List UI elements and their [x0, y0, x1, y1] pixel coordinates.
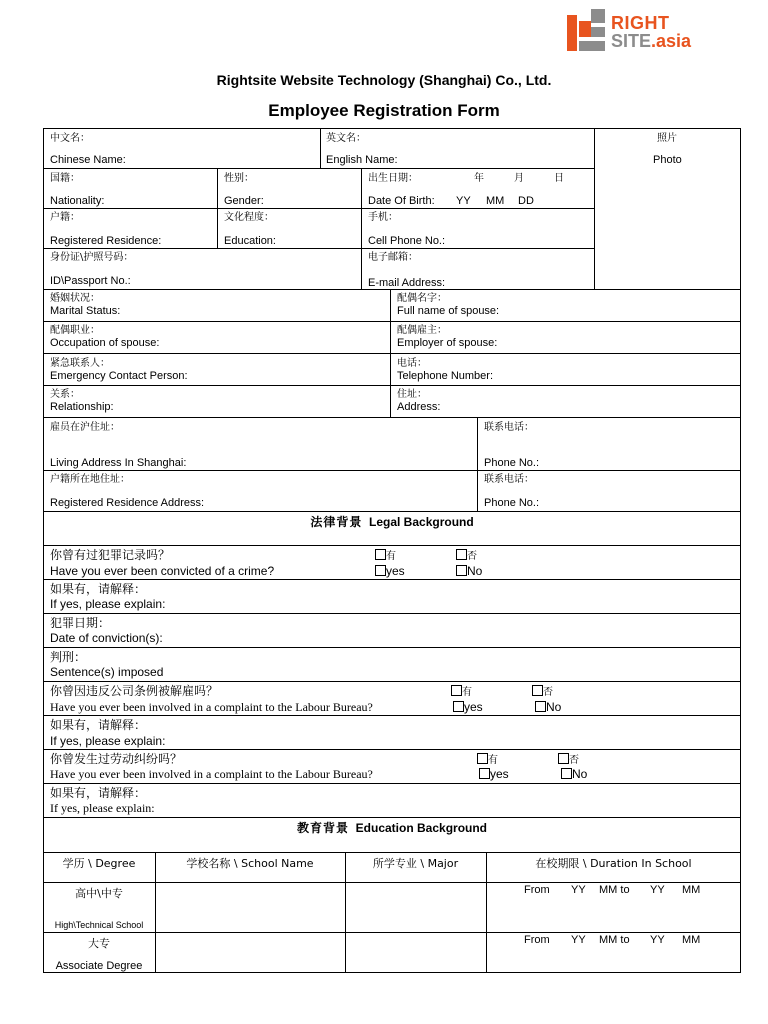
- major-header: 所学专业 \ Major: [372, 857, 459, 870]
- dob-dd: DD: [518, 195, 534, 207]
- dob-label-zh: 出生日期：: [368, 173, 418, 184]
- logo-line2-asia: .asia: [651, 31, 692, 51]
- dob-mm: MM: [486, 195, 505, 207]
- from-label: From: [524, 934, 550, 946]
- cell-phone-label-zh: 手机：: [368, 212, 398, 223]
- q2-en: Have you ever been involved in a complaint to the Labour Bureau?: [50, 700, 373, 714]
- q2-yes-checkbox[interactable]: yes: [453, 701, 483, 714]
- address-label: Address:: [397, 401, 441, 413]
- duration-header: 在校期限 \ Duration In School: [535, 857, 692, 870]
- telephone-label: Telephone Number:: [397, 370, 494, 382]
- living-address-label-zh: 雇员在沪住址：: [50, 422, 120, 433]
- reg-address-label: Registered Residence Address:: [50, 497, 205, 509]
- to-yy: YY: [650, 884, 665, 896]
- chinese-name-label-zh: 中文名：: [50, 133, 90, 144]
- to-mm: MM: [682, 884, 701, 896]
- mm-to: MM to: [599, 884, 630, 896]
- q3-en: Have you ever been involved in a complaint to the Labour Bureau?: [50, 767, 373, 781]
- logo-line2-site: SITE: [611, 31, 652, 51]
- phone1-label: Phone No.:: [484, 457, 540, 469]
- english-name-label-zh: 英文名：: [326, 133, 366, 144]
- to-mm: MM: [682, 934, 701, 946]
- q3-zh: 你曾发生过劳动纠纷吗？: [50, 752, 183, 766]
- sentence-en: Sentence(s) imposed: [50, 665, 164, 679]
- relationship-label-zh: 关系：: [50, 389, 80, 400]
- gender-label-zh: 性别：: [224, 173, 254, 184]
- education-heading: [43, 819, 741, 836]
- dob-label: Date Of Birth:: [368, 195, 435, 207]
- education-label: Education:: [224, 235, 276, 247]
- q2-zh: 你曾因违反公司条例被解雇吗？: [50, 684, 219, 698]
- phone2-label-zh: 联系电话：: [484, 474, 534, 485]
- dob-yy: YY: [456, 195, 471, 207]
- degree-en: Associate Degree: [55, 960, 143, 972]
- spouse-employer-label: Employer of spouse:: [397, 337, 498, 349]
- q3-yes-checkbox[interactable]: yes: [479, 768, 509, 781]
- explain3-en: If yes, please explain:: [50, 801, 155, 815]
- address-label-zh: 住址：: [397, 389, 427, 400]
- id-label-zh: 身份证\护照号码：: [50, 252, 134, 263]
- explain2-zh: 如果有，请解释：: [50, 718, 147, 732]
- q2-no-checkbox[interactable]: No: [535, 701, 561, 714]
- email-label: E-mail Address:: [368, 277, 446, 289]
- q3-yes-zh-checkbox[interactable]: 有: [477, 753, 498, 767]
- q1-zh: 你曾有过犯罪记录吗？: [50, 548, 171, 562]
- degree-header: 学历 \ Degree: [62, 857, 136, 870]
- q2-no-zh-checkbox[interactable]: 否: [532, 685, 553, 699]
- q3-no-checkbox[interactable]: No: [561, 768, 587, 781]
- q1-no-zh-checkbox[interactable]: 否: [456, 549, 477, 563]
- dob-month-zh: 月: [514, 173, 524, 184]
- marital-label-zh: 婚姻状况：: [50, 293, 100, 304]
- residence-label-zh: 户籍：: [50, 212, 80, 223]
- emergency-label-zh: 紧急联系人：: [50, 358, 110, 369]
- dob-day-zh: 日: [554, 173, 564, 184]
- spouse-occupation-label: Occupation of spouse:: [50, 337, 160, 349]
- photo-label: Photo: [653, 154, 682, 166]
- explain1-en: If yes, please explain:: [50, 597, 166, 611]
- company-logo: [565, 7, 715, 57]
- phone1-label-zh: 联系电话：: [484, 422, 534, 433]
- degree-en: High\Technical School: [54, 920, 144, 930]
- education-row: [43, 882, 741, 932]
- from-label: From: [524, 884, 550, 896]
- emergency-label: Emergency Contact Person:: [50, 370, 188, 382]
- spouse-occupation-label-zh: 配偶职业：: [50, 325, 100, 336]
- photo-label-zh: 照片: [657, 133, 677, 144]
- education-heading-zh: 教育背景: [296, 821, 349, 835]
- legal-heading: [43, 513, 741, 530]
- degree-zh: 高中\中专: [75, 887, 123, 900]
- email-label-zh: 电子邮箱：: [368, 252, 418, 263]
- telephone-label-zh: 电话：: [397, 358, 427, 369]
- explain1-zh: 如果有，请解释：: [50, 582, 147, 596]
- form-title: Employee Registration Form: [268, 101, 500, 120]
- conviction-date-zh: 犯罪日期：: [50, 616, 111, 630]
- english-name-label: English Name:: [326, 154, 398, 166]
- logo-line1: RIGHT: [611, 13, 670, 33]
- school-header: 学校名称 \ School Name: [186, 857, 314, 870]
- dob-year-zh: 年: [474, 173, 484, 184]
- spouse-name-label: Full name of spouse:: [397, 305, 500, 317]
- reg-address-label-zh: 户籍所在地住址：: [50, 474, 130, 485]
- from-yy: YY: [571, 934, 586, 946]
- chinese-name-label: Chinese Name:: [50, 154, 126, 166]
- q3-no-zh-checkbox[interactable]: 否: [558, 753, 579, 767]
- sentence-zh: 判刑：: [50, 650, 87, 664]
- q1-yes-checkbox[interactable]: yes: [375, 565, 405, 578]
- phone2-label: Phone No.:: [484, 497, 540, 509]
- explain2-en: If yes, please explain:: [50, 734, 166, 748]
- marital-label: Marital Status:: [50, 305, 121, 317]
- company-name: Rightsite Website Technology (Shanghai) Co., Ltd.: [216, 72, 552, 88]
- id-label: ID\Passport No.:: [50, 275, 131, 287]
- spouse-employer-label-zh: 配偶雇主：: [397, 325, 447, 336]
- mm-to: MM to: [599, 934, 630, 946]
- degree-zh: 大专: [88, 937, 110, 950]
- education-label-zh: 文化程度：: [224, 212, 274, 223]
- q1-yes-zh-checkbox[interactable]: 有: [375, 549, 396, 563]
- gender-label: Gender:: [224, 195, 264, 207]
- explain3-zh: 如果有，请解释：: [50, 786, 147, 800]
- nationality-label-zh: 国籍：: [50, 173, 80, 184]
- from-yy: YY: [571, 884, 586, 896]
- legal-heading-en: Legal Background: [369, 515, 474, 529]
- q1-en: Have you ever been convicted of a crime?: [50, 564, 275, 578]
- nationality-label: Nationality:: [50, 195, 105, 207]
- spouse-name-label-zh: 配偶名字：: [397, 293, 447, 304]
- cell-phone-label: Cell Phone No.:: [368, 235, 446, 247]
- living-address-label: Living Address In Shanghai:: [50, 457, 187, 469]
- logo-line2: [611, 31, 691, 52]
- to-yy: YY: [650, 934, 665, 946]
- q2-yes-zh-checkbox[interactable]: 有: [451, 685, 472, 699]
- relationship-label: Relationship:: [50, 401, 114, 413]
- education-heading-en: Education Background: [355, 821, 488, 835]
- education-row: [43, 932, 741, 973]
- residence-label: Registered Residence:: [50, 235, 162, 247]
- q1-no-checkbox[interactable]: No: [456, 565, 482, 578]
- logo-mark-icon: [565, 7, 609, 55]
- legal-heading-zh: 法律背景: [310, 515, 363, 529]
- conviction-date-en: Date of conviction(s):: [50, 631, 163, 645]
